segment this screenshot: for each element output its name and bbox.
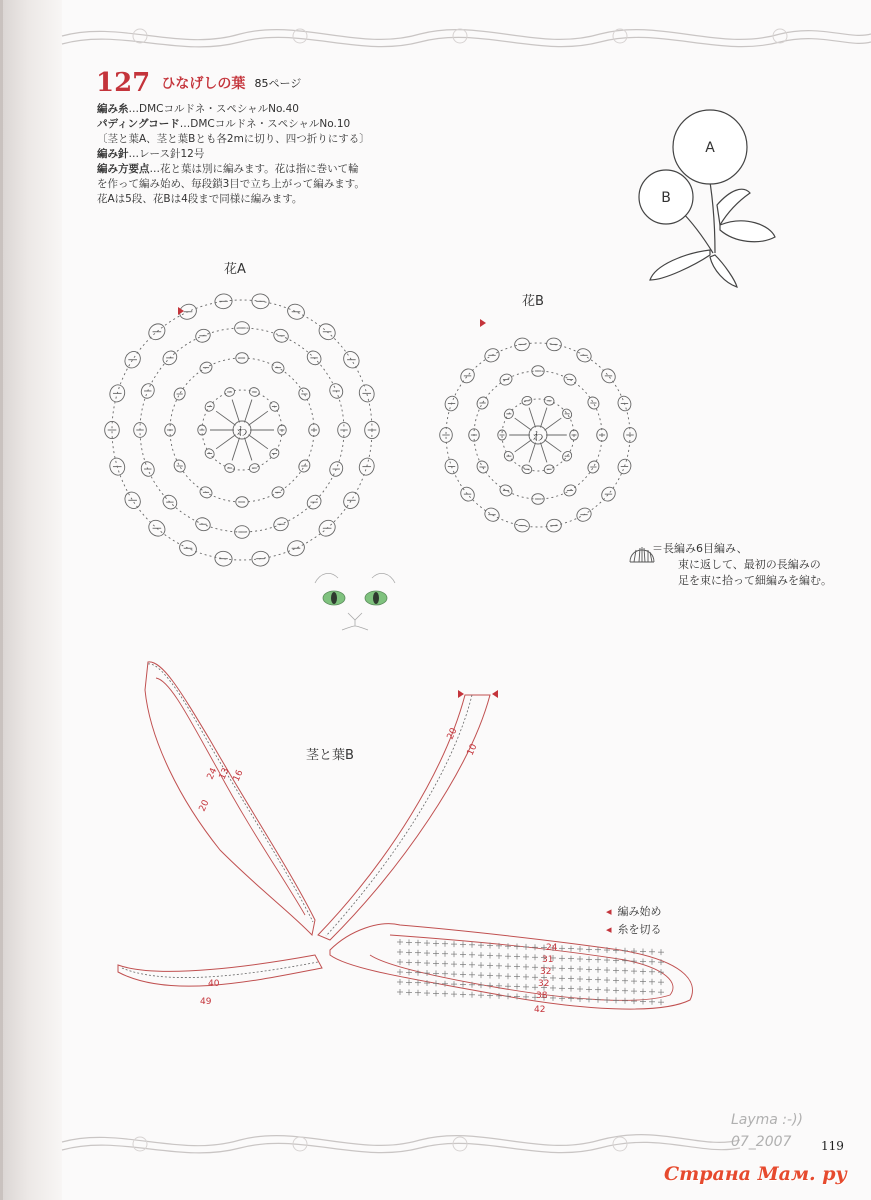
- yarn-value: …DMCコルドネ・スペシャルNo.40: [128, 103, 299, 115]
- center-spoke: [216, 411, 235, 425]
- legend-line-3: 足を束に拾って細編みを編む。: [678, 574, 832, 587]
- start-marker: [480, 319, 486, 327]
- padding-value: …DMCコルドネ・スペシャルNo.10: [179, 118, 351, 130]
- center-spoke: [248, 411, 267, 425]
- needle-label: 編み針: [97, 148, 129, 160]
- center-spoke: [529, 443, 535, 463]
- assembly-sketch: [625, 105, 785, 295]
- row-number: 24: [205, 766, 220, 782]
- row-number: 32: [540, 967, 552, 977]
- signature-line-2: 07_2007: [730, 1134, 792, 1150]
- yarn-label: 編み糸: [97, 103, 129, 115]
- method-line: [97, 162, 427, 177]
- flower-a-center-mark: わ: [236, 425, 248, 438]
- row-number: 24: [546, 943, 558, 953]
- center-spoke: [540, 408, 546, 428]
- method-line-2: を作って編み始め、毎段鎖3目で立ち上がって編みます。: [97, 178, 365, 190]
- center-spoke: [232, 438, 239, 461]
- watermark: Страна Мам. ру: [664, 1163, 847, 1185]
- method-line-1: …花と葉は別に編みます。花は指に巻いて輪: [149, 163, 359, 175]
- key-start-label: 編み始め: [617, 905, 662, 918]
- flower-a-label: 花A: [224, 262, 246, 277]
- center-spoke: [248, 435, 267, 449]
- row-number: 31: [542, 955, 554, 965]
- right-stem-outline: [318, 695, 490, 940]
- flower-b-chart: [420, 315, 660, 555]
- legend-line-1: ＝長編み6目編み、: [652, 542, 748, 555]
- center-spoke: [544, 418, 561, 430]
- needle-value: …レース針12号: [128, 148, 205, 160]
- key-cut-label: 糸を切る: [617, 923, 662, 936]
- cat-face-illustration: [310, 568, 400, 638]
- cat-pupil-right: [373, 592, 379, 604]
- center-spoke: [515, 440, 532, 452]
- key-start: [606, 903, 662, 919]
- row-number: 16: [231, 768, 246, 784]
- row-number: 10: [465, 742, 480, 758]
- row-number: 32: [538, 979, 550, 989]
- key-cut: [606, 921, 662, 937]
- flower-a-chart: [100, 285, 390, 575]
- sketch-leaf-bottom: [710, 255, 737, 287]
- pattern-header: [96, 68, 301, 98]
- padding-label: パディングコード: [97, 118, 180, 130]
- method-line-3: 花Aは5段、花Bは4段まで同様に編みます。: [97, 193, 303, 205]
- sketch-leaf-left: [650, 250, 710, 280]
- flower-b-label: 花B: [522, 294, 544, 309]
- left-leaf-outline: [145, 662, 315, 935]
- bottom-stem-outline: [118, 955, 322, 986]
- pattern-specification: [97, 102, 427, 207]
- center-spoke: [244, 400, 251, 423]
- row-number: 42: [534, 1005, 546, 1015]
- center-spoke: [544, 440, 561, 452]
- center-spoke: [244, 438, 251, 461]
- row-number: 40: [208, 979, 220, 989]
- padding-line: [97, 117, 427, 132]
- pattern-title: ひなげしの葉: [161, 76, 246, 92]
- center-spoke: [540, 443, 546, 463]
- row-number: 20: [197, 798, 212, 814]
- legend-text: [652, 541, 832, 589]
- stem-leaf-chart: [100, 650, 720, 1050]
- circle-a-letter: A: [705, 140, 715, 156]
- padding-note: 〔茎と葉A、茎と葉Bとも各2mに切り、四つ折りにする〕: [97, 133, 370, 145]
- signature: [731, 1109, 803, 1153]
- start-marker: [458, 690, 464, 698]
- pattern-number: 127: [96, 68, 151, 98]
- page-reference: 85ページ: [254, 77, 302, 90]
- row-number: 38: [536, 991, 548, 1001]
- center-spoke: [232, 400, 239, 423]
- signature-line-1: Layma :-)): [730, 1112, 803, 1128]
- row-number: 20: [445, 726, 460, 742]
- cut-marker: [492, 690, 498, 698]
- needle-line: [97, 147, 427, 162]
- yarn-line: [97, 102, 427, 117]
- flower-b-center-mark: わ: [532, 430, 544, 443]
- center-spoke: [515, 418, 532, 430]
- method-label: 編み方要点: [97, 163, 150, 175]
- center-spoke: [216, 435, 235, 449]
- start-triangle-icon: ◂: [606, 905, 612, 918]
- circle-b-letter: B: [661, 190, 671, 206]
- cat-pupil-left: [331, 592, 337, 604]
- cut-triangle-icon: ◂: [606, 923, 612, 936]
- left-leaf-inner: [156, 678, 305, 915]
- row-number: 13: [217, 766, 232, 782]
- center-spoke: [529, 408, 535, 428]
- stem-leaf-label: 茎と葉B: [306, 748, 354, 763]
- page-number: 119: [821, 1139, 844, 1153]
- sketch-leaf-right: [720, 221, 775, 242]
- bottom-stem-stitches: [122, 962, 318, 978]
- legend-line-2: 束に返して、最初の長編みの: [678, 558, 821, 571]
- row-number: 49: [200, 997, 212, 1007]
- sketch-stem-leaf: [717, 189, 750, 225]
